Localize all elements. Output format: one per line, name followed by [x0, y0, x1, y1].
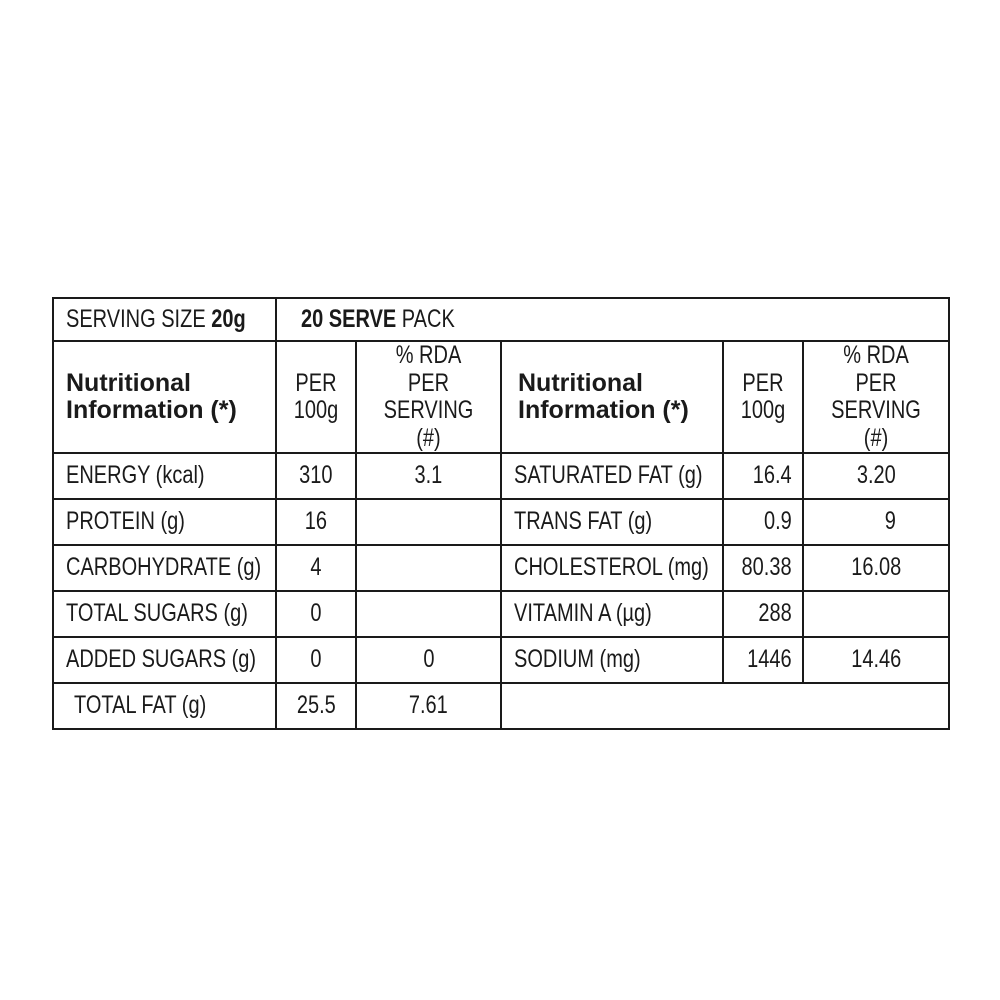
table-row [53, 545, 949, 591]
right-per100g-header [723, 341, 803, 453]
header-row [53, 341, 949, 453]
nutrient-per100g: 16.4 [723, 453, 803, 499]
table-row [53, 499, 949, 545]
right-rda-header [803, 341, 949, 453]
nutrient-rda [356, 591, 501, 637]
nutrient-rda: 7.61 [356, 683, 501, 729]
right-per-line1: PER [742, 368, 784, 397]
left-title-line2: Information (*) [66, 396, 237, 424]
nutrient-per100g: 25.5 [276, 683, 356, 729]
nutrient-per100g: 80.38 [723, 545, 803, 591]
table-row [53, 453, 949, 499]
left-rda-header [356, 341, 501, 453]
right-per-line2: 100g [740, 396, 786, 424]
nutrient-rda [356, 545, 501, 591]
nutrient-rda [803, 591, 949, 637]
pack-count: 20 SERVE [301, 304, 397, 333]
nutrient-name: TOTAL FAT (g) [53, 683, 276, 729]
serving-size-value: 20g [211, 304, 246, 333]
right-title-line1: Nutritional [518, 368, 643, 397]
nutrient-per100g: 4 [276, 545, 356, 591]
nutrient-per100g: 16 [276, 499, 356, 545]
right-title-header [501, 341, 723, 453]
nutrient-name: CARBOHYDRATE (g) [53, 545, 276, 591]
left-title-header [53, 341, 276, 453]
nutrient-rda: 9 [803, 499, 949, 545]
left-per-line1: PER [295, 368, 337, 397]
nutrient-per100g: 288 [723, 591, 803, 637]
right-rda-line1: % RDA [843, 341, 909, 369]
table-row [53, 591, 949, 637]
table-row [53, 637, 949, 683]
serving-size-cell [53, 298, 276, 341]
nutrient-name: SATURATED FAT (g) [501, 453, 723, 499]
nutrient-name: TRANS FAT (g) [501, 499, 723, 545]
right-title-line2: Information (*) [518, 396, 689, 424]
nutrient-rda: 3.20 [803, 453, 949, 499]
left-rda-line2: PER SERVING (#) [383, 368, 474, 452]
nutrient-per100g: 1446 [723, 637, 803, 683]
nutrient-per100g: 0.9 [723, 499, 803, 545]
left-title-line1: Nutritional [66, 368, 191, 397]
nutrition-facts-table [52, 297, 950, 730]
nutrient-name: ENERGY (kcal) [53, 453, 276, 499]
left-per-line2: 100g [293, 396, 339, 424]
nutrient-name: PROTEIN (g) [53, 499, 276, 545]
nutrient-name: CHOLESTEROL (mg) [501, 545, 723, 591]
pack-info-cell [276, 298, 949, 341]
nutrient-rda: 16.08 [803, 545, 949, 591]
nutrient-name: ADDED SUGARS (g) [53, 637, 276, 683]
empty-cell [501, 683, 949, 729]
nutrient-name: SODIUM (mg) [501, 637, 723, 683]
serving-row [53, 298, 949, 341]
nutrient-per100g: 310 [276, 453, 356, 499]
nutrient-rda [356, 499, 501, 545]
right-rda-line2: PER SERVING (#) [831, 368, 921, 452]
nutrient-per100g: 0 [276, 637, 356, 683]
nutrient-name: VITAMIN A (µg) [501, 591, 723, 637]
nutrient-per100g: 0 [276, 591, 356, 637]
left-per100g-header [276, 341, 356, 453]
nutrient-rda: 3.1 [356, 453, 501, 499]
nutrient-rda: 0 [356, 637, 501, 683]
table-row [53, 683, 949, 729]
pack-label: PACK [396, 304, 455, 333]
serving-size-label: SERVING SIZE [66, 304, 212, 333]
nutrient-name: TOTAL SUGARS (g) [53, 591, 276, 637]
left-rda-line1: % RDA [395, 341, 462, 369]
nutrient-rda: 14.46 [803, 637, 949, 683]
